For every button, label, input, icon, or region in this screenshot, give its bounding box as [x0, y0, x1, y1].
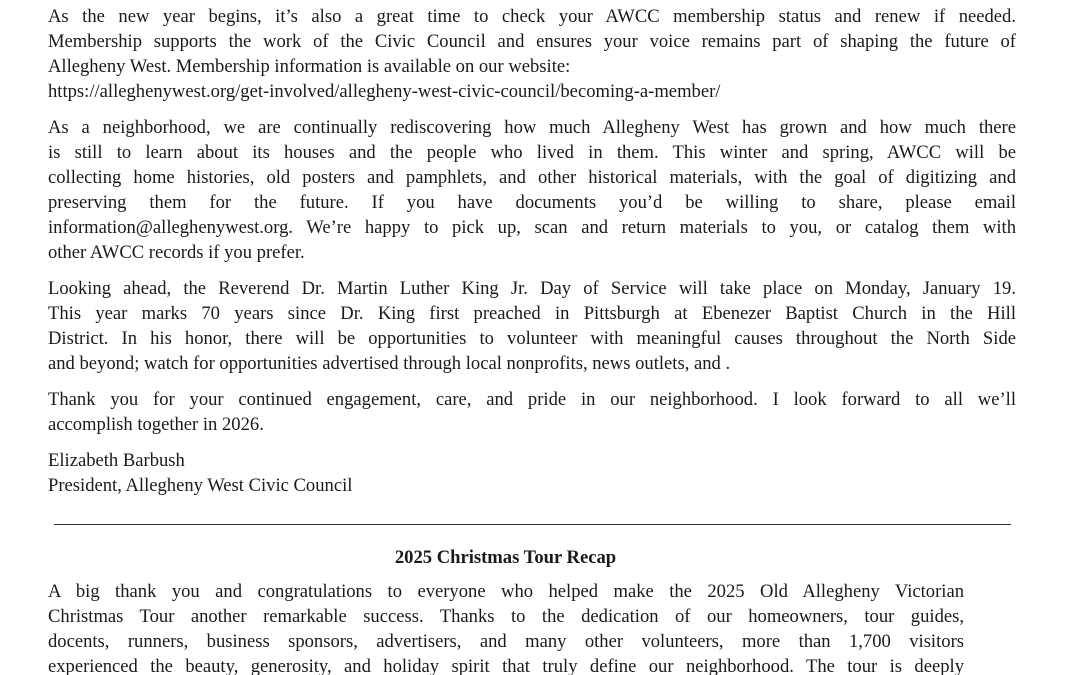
text-line: Membership supports the work of the Civic Council and ensures your voice remains part of shaping the future of: [48, 31, 1016, 52]
text-line: docents, runners, business sponsors, advertisers, and many other volunteers, more than 1,700 visitors: [48, 631, 964, 652]
text-line: A big thank you and congratulations to everyone who helped make the 2025 Old Allegheny Victorian: [48, 581, 964, 602]
text-line: other AWCC records if you prefer.: [48, 242, 305, 263]
thank-you-paragraph: [48, 387, 1016, 437]
christmas-tour-paragraph: [48, 579, 964, 675]
signature-title: President, Allegheny West Civic Council: [48, 475, 353, 496]
text-line: As the new year begins, it’s also a great time to check your AWCC membership status and renew if needed.: [48, 6, 1016, 27]
text-line: experienced the beauty, generosity, and holiday spirit that truly define our neighborhood. The tour is deeply: [48, 656, 964, 675]
text-line: accomplish together in 2026.: [48, 414, 264, 435]
text-line: District. In his honor, there will be opportunities to volunteer with meaningful causes throughout the North Side: [48, 328, 1016, 349]
text-line: is still to learn about its houses and the people who lived in them. This winter and spring, AWCC will be: [48, 142, 1016, 163]
text-line: Allegheny West. Membership information is available on our website:: [48, 56, 571, 77]
text-line: collecting home histories, old posters and pamphlets, and other historical materials, with the goal of digitizing and: [48, 167, 1016, 188]
membership-url: https://alleghenywest.org/get-involved/allegheny-west-civic-council/becoming-a-member/: [48, 81, 721, 102]
membership-paragraph: [48, 4, 1016, 104]
home-histories-paragraph: [48, 115, 1016, 265]
signature-name: Elizabeth Barbush: [48, 450, 185, 471]
text-line: This year marks 70 years since Dr. King first preached in Pittsburgh at Ebenezer Baptist Church in the Hill: [48, 303, 1016, 324]
text-line: and beyond; watch for opportunities advertised through local nonprofits, news outlets, and .: [48, 353, 731, 374]
section-divider: [54, 524, 1011, 525]
mlk-day-paragraph: [48, 276, 1016, 376]
section-heading: 2025 Christmas Tour Recap: [394, 547, 617, 568]
signature-block: [48, 448, 1016, 498]
text-line: Thank you for your continued engagement, care, and pride in our neighborhood. I look forward to all we’ll: [48, 389, 1016, 410]
text-line: As a neighborhood, we are continually rediscovering how much Allegheny West has grown and how much there: [48, 117, 1016, 138]
text-line: information@alleghenywest.org. We’re happy to pick up, scan and return materials to you, or catalog them with: [48, 217, 1016, 238]
text-line: Looking ahead, the Reverend Dr. Martin Luther King Jr. Day of Service will take place on Monday, January 19.: [48, 278, 1016, 299]
text-line: Christmas Tour another remarkable success. Thanks to the dedication of our homeowners, tour guides,: [48, 606, 964, 627]
text-line: preserving them for the future. If you have documents you’d be willing to share, please email: [48, 192, 1016, 213]
